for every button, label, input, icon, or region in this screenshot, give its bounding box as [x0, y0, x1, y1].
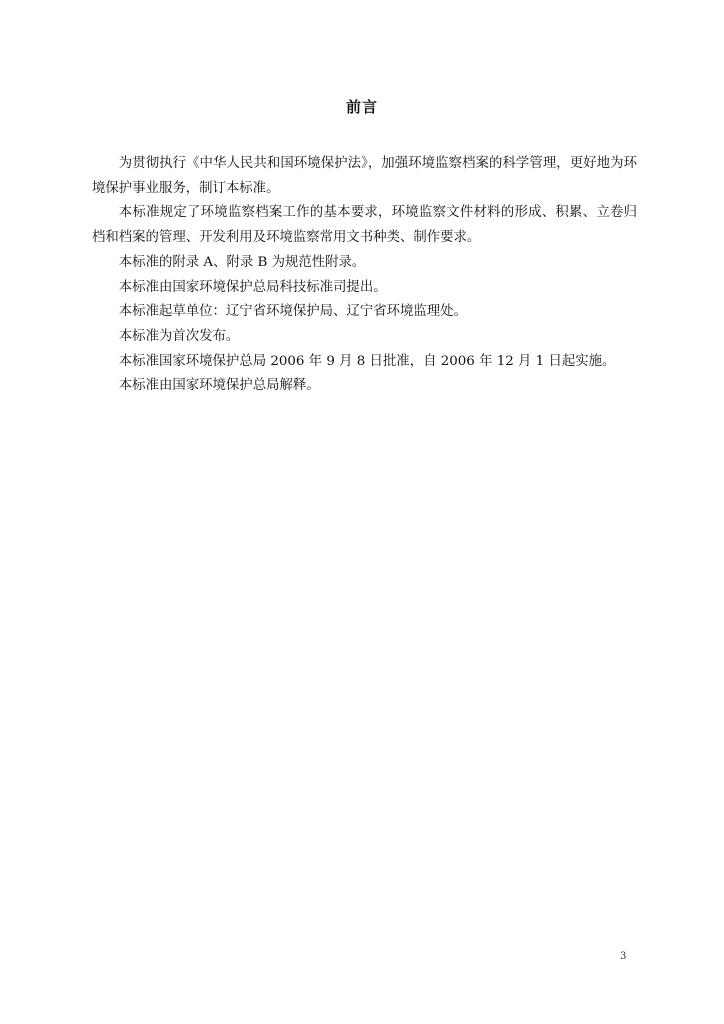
- preface-body: [92, 152, 637, 399]
- paragraph-appendix: 本标准的附录 A、附录 B 为规范性附录。: [118, 254, 366, 270]
- paragraph-scope: 本标准规定了环境监察档案工作的基本要求，环境监察文件材料的形成、积累、立卷归档和档案的管理、开发利用及环境监察常用文书种类、制作要求。: [92, 205, 637, 246]
- paragraph-proposer: 本标准由国家环境保护总局科技标准司提出。: [118, 279, 387, 295]
- paragraph-purpose: 为贯彻执行《中华人民共和国环境保护法》，加强环境监察档案的科学管理，更好地为环境保护事业服务，制订本标准。: [92, 156, 637, 196]
- paragraph-interpretation: 本标准由国家环境保护总局解释。: [118, 378, 320, 394]
- paragraph-first-release: 本标准为首次发布。: [118, 328, 240, 344]
- paragraph-approval-date: 本标准国家环境保护总局 2006 年 9 月 8 日批准，自 2006 年 12 月 1 日起实施。: [118, 353, 616, 369]
- paragraph-drafting-unit: 本标准起草单位：辽宁省环境保护局、辽宁省环境监理处。: [118, 304, 467, 320]
- page-number: 3: [620, 951, 627, 962]
- page-title: 前言: [345, 98, 378, 116]
